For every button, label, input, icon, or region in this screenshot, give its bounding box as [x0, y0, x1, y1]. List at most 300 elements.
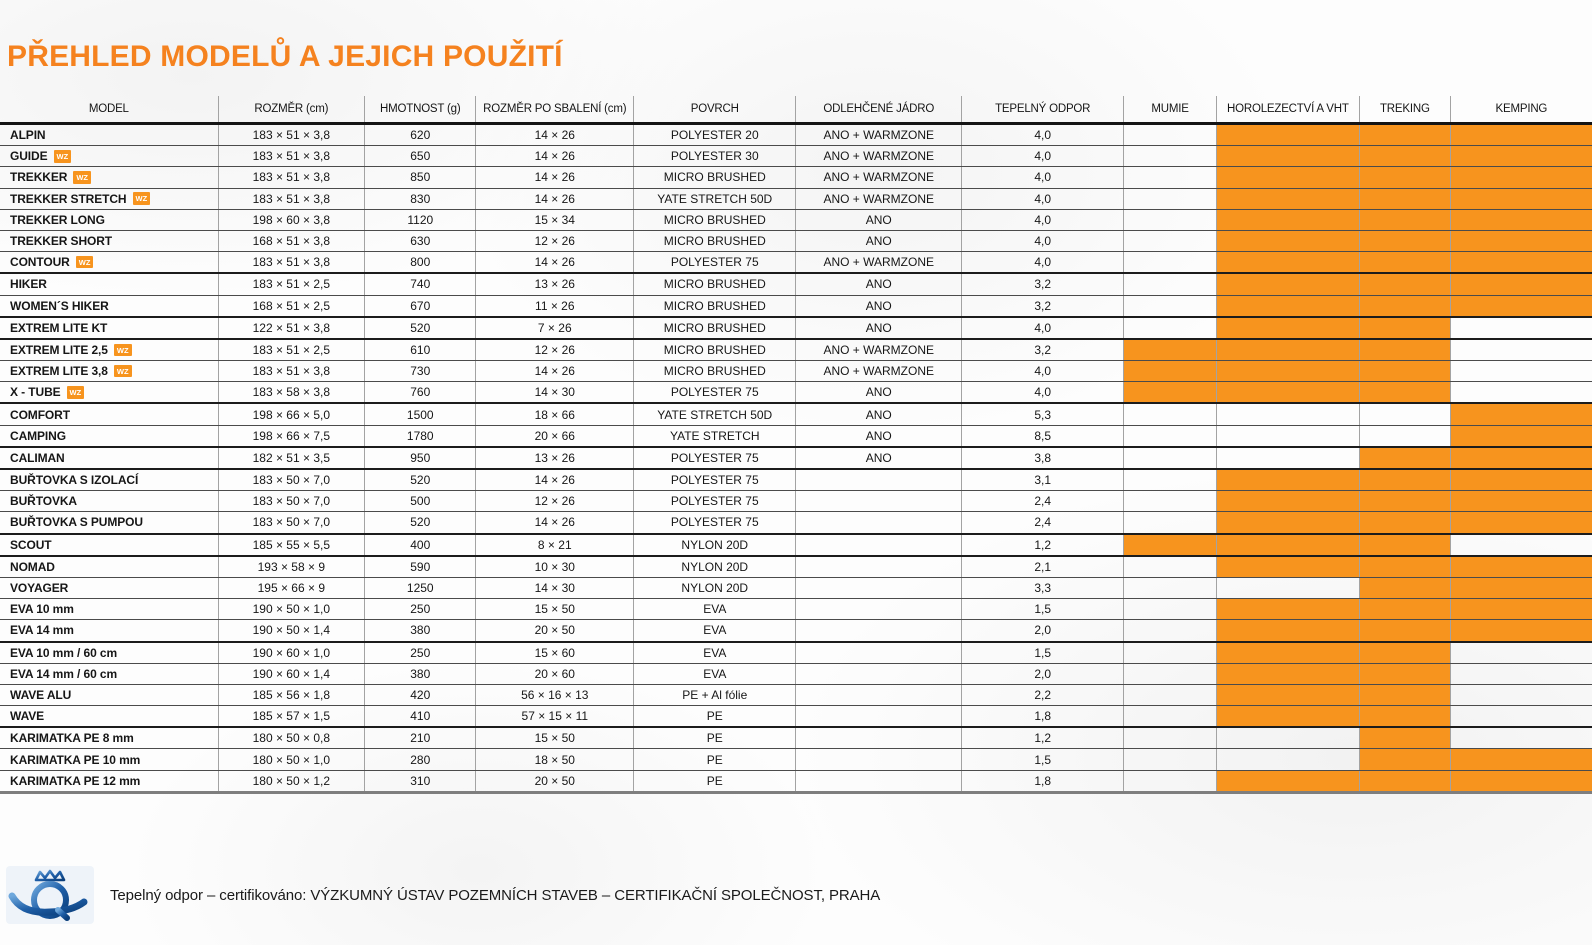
- category-treking-marked: [1359, 599, 1450, 620]
- category-kemping-marked: [1450, 188, 1592, 209]
- sbaleni-cell: 14 × 26: [476, 361, 634, 382]
- table-row: [0, 534, 1592, 556]
- hmotnost-cell: 650: [365, 146, 476, 167]
- odpor-cell: 4,0: [962, 230, 1124, 251]
- model-name: SCOUT: [10, 537, 52, 552]
- jadro-cell: [796, 770, 962, 792]
- model-name: EVA 14 mm / 60 cm: [10, 666, 118, 681]
- table-row: [0, 599, 1592, 620]
- model-cell: [0, 556, 218, 578]
- category-treking-marked: [1359, 534, 1450, 556]
- category-kemping-marked: [1450, 749, 1592, 770]
- povrch-cell: EVA: [634, 599, 796, 620]
- category-kemping-marked: [1450, 295, 1592, 317]
- category-kemping-marked: [1450, 447, 1592, 469]
- model-name: EVA 10 mm / 60 cm: [10, 645, 118, 660]
- category-mumie-marked: [1124, 382, 1216, 404]
- model-cell: [0, 749, 218, 770]
- hmotnost-cell: 850: [365, 167, 476, 188]
- category-treking-marked: [1359, 188, 1450, 209]
- povrch-cell: MICRO BRUSHED: [634, 361, 796, 382]
- category-treking-marked: [1359, 706, 1450, 728]
- jadro-cell: ANO: [796, 403, 962, 425]
- category-treking-marked: [1359, 273, 1450, 295]
- category-mumie-empty: [1124, 599, 1216, 620]
- jadro-cell: [796, 577, 962, 598]
- rozmer-cell: 183 × 51 × 3,8: [218, 252, 364, 274]
- odpor-cell: 4,0: [962, 317, 1124, 339]
- jadro-cell: [796, 512, 962, 534]
- model-name: CONTOUR: [10, 255, 70, 270]
- models-overview-table: [0, 96, 1592, 794]
- warmzone-badge: WZ: [54, 150, 72, 163]
- category-horolezectvi-marked: [1216, 663, 1359, 684]
- hmotnost-cell: 590: [365, 556, 476, 578]
- category-kemping-marked: [1450, 599, 1592, 620]
- rozmer-cell: 190 × 50 × 1,4: [218, 620, 364, 642]
- rozmer-cell: 183 × 51 × 3,8: [218, 146, 364, 167]
- category-horolezectvi-empty: [1216, 727, 1359, 749]
- page-title: PŘEHLED MODELŮ A JEJICH POUŽITÍ: [7, 40, 563, 73]
- category-horolezectvi-empty: [1216, 447, 1359, 469]
- table-row: [0, 620, 1592, 642]
- povrch-cell: PE: [634, 749, 796, 770]
- rozmer-cell: 180 × 50 × 0,8: [218, 727, 364, 749]
- odpor-cell: 4,0: [962, 167, 1124, 188]
- hmotnost-cell: 740: [365, 273, 476, 295]
- jadro-cell: ANO + WARMZONE: [796, 124, 962, 146]
- odpor-cell: 8,5: [962, 425, 1124, 447]
- odpor-cell: 1,5: [962, 642, 1124, 664]
- jadro-cell: ANO: [796, 447, 962, 469]
- model-name: TREKKER LONG: [10, 212, 105, 227]
- category-horolezectvi-marked: [1216, 599, 1359, 620]
- category-horolezectvi-marked: [1216, 273, 1359, 295]
- jadro-cell: ANO: [796, 425, 962, 447]
- sbaleni-cell: 15 × 50: [476, 727, 634, 749]
- category-mumie-empty: [1124, 749, 1216, 770]
- table-row: [0, 684, 1592, 705]
- odpor-cell: 4,0: [962, 124, 1124, 146]
- rozmer-cell: 183 × 50 × 7,0: [218, 469, 364, 491]
- category-treking-marked: [1359, 382, 1450, 404]
- column-header-7: MUMIE: [1124, 96, 1216, 124]
- model-cell: [0, 273, 218, 295]
- sbaleni-cell: 20 × 60: [476, 663, 634, 684]
- category-mumie-empty: [1124, 620, 1216, 642]
- category-treking-marked: [1359, 252, 1450, 274]
- sbaleni-cell: 15 × 60: [476, 642, 634, 664]
- table-row: [0, 556, 1592, 578]
- model-cell: [0, 642, 218, 664]
- category-horolezectvi-marked: [1216, 209, 1359, 230]
- jadro-cell: ANO + WARMZONE: [796, 146, 962, 167]
- odpor-cell: 4,0: [962, 146, 1124, 167]
- povrch-cell: MICRO BRUSHED: [634, 295, 796, 317]
- hmotnost-cell: 210: [365, 727, 476, 749]
- model-cell: [0, 167, 218, 188]
- sbaleni-cell: 7 × 26: [476, 317, 634, 339]
- category-mumie-empty: [1124, 491, 1216, 512]
- jadro-cell: ANO: [796, 273, 962, 295]
- category-mumie-empty: [1124, 273, 1216, 295]
- povrch-cell: MICRO BRUSHED: [634, 167, 796, 188]
- rozmer-cell: 198 × 60 × 3,8: [218, 209, 364, 230]
- column-header-9: TREKING: [1359, 96, 1450, 124]
- category-mumie-empty: [1124, 124, 1216, 146]
- category-kemping-empty: [1450, 663, 1592, 684]
- povrch-cell: PE: [634, 770, 796, 792]
- model-cell: [0, 339, 218, 361]
- hmotnost-cell: 380: [365, 663, 476, 684]
- category-kemping-empty: [1450, 727, 1592, 749]
- rozmer-cell: 168 × 51 × 3,8: [218, 230, 364, 251]
- category-kemping-empty: [1450, 317, 1592, 339]
- povrch-cell: MICRO BRUSHED: [634, 273, 796, 295]
- category-mumie-marked: [1124, 339, 1216, 361]
- table-row: [0, 273, 1592, 295]
- sbaleni-cell: 14 × 26: [476, 167, 634, 188]
- odpor-cell: 1,2: [962, 534, 1124, 556]
- category-treking-empty: [1359, 425, 1450, 447]
- odpor-cell: 5,3: [962, 403, 1124, 425]
- category-treking-marked: [1359, 295, 1450, 317]
- category-treking-marked: [1359, 209, 1450, 230]
- rozmer-cell: 185 × 55 × 5,5: [218, 534, 364, 556]
- table-row: [0, 382, 1592, 404]
- model-cell: [0, 295, 218, 317]
- table-row: [0, 706, 1592, 728]
- category-treking-marked: [1359, 167, 1450, 188]
- hmotnost-cell: 1780: [365, 425, 476, 447]
- hmotnost-cell: 520: [365, 317, 476, 339]
- hmotnost-cell: 670: [365, 295, 476, 317]
- model-name: BUŘTOVKA S PUMPOU: [10, 515, 143, 530]
- model-name: BUŘTOVKA: [10, 494, 77, 509]
- category-horolezectvi-marked: [1216, 706, 1359, 728]
- category-horolezectvi-marked: [1216, 339, 1359, 361]
- rozmer-cell: 198 × 66 × 5,0: [218, 403, 364, 425]
- hmotnost-cell: 380: [365, 620, 476, 642]
- jadro-cell: ANO: [796, 382, 962, 404]
- category-horolezectvi-marked: [1216, 124, 1359, 146]
- sbaleni-cell: 11 × 26: [476, 295, 634, 317]
- category-treking-marked: [1359, 620, 1450, 642]
- category-kemping-marked: [1450, 146, 1592, 167]
- odpor-cell: 1,8: [962, 770, 1124, 792]
- model-name: X - TUBE: [10, 385, 61, 400]
- category-kemping-marked: [1450, 252, 1592, 274]
- category-kemping-marked: [1450, 124, 1592, 146]
- column-header-10: KEMPING: [1450, 96, 1592, 124]
- model-cell: [0, 620, 218, 642]
- category-mumie-empty: [1124, 447, 1216, 469]
- category-mumie-empty: [1124, 577, 1216, 598]
- hmotnost-cell: 830: [365, 188, 476, 209]
- table-header: [0, 96, 1592, 124]
- rozmer-cell: 190 × 60 × 1,0: [218, 642, 364, 664]
- povrch-cell: YATE STRETCH: [634, 425, 796, 447]
- category-mumie-empty: [1124, 403, 1216, 425]
- odpor-cell: 2,0: [962, 663, 1124, 684]
- category-mumie-empty: [1124, 727, 1216, 749]
- model-name: TREKKER STRETCH: [10, 191, 127, 206]
- sbaleni-cell: 14 × 30: [476, 577, 634, 598]
- column-header-3: ROZMĚR PO SBALENÍ (cm): [476, 96, 634, 124]
- jadro-cell: [796, 556, 962, 578]
- povrch-cell: POLYESTER 75: [634, 512, 796, 534]
- hmotnost-cell: 310: [365, 770, 476, 792]
- jadro-cell: ANO + WARMZONE: [796, 361, 962, 382]
- model-cell: [0, 770, 218, 792]
- category-treking-marked: [1359, 339, 1450, 361]
- table-row: [0, 188, 1592, 209]
- table-row: [0, 230, 1592, 251]
- povrch-cell: POLYESTER 75: [634, 447, 796, 469]
- hmotnost-cell: 280: [365, 749, 476, 770]
- category-kemping-marked: [1450, 556, 1592, 578]
- table-row: [0, 469, 1592, 491]
- jadro-cell: ANO + WARMZONE: [796, 167, 962, 188]
- model-cell: [0, 706, 218, 728]
- category-horolezectvi-marked: [1216, 770, 1359, 792]
- model-name: EVA 14 mm: [10, 623, 74, 638]
- sbaleni-cell: 20 × 66: [476, 425, 634, 447]
- column-header-4: POVRCH: [634, 96, 796, 124]
- model-name: KARIMATKA PE 10 mm: [10, 752, 141, 767]
- category-horolezectvi-marked: [1216, 684, 1359, 705]
- category-mumie-marked: [1124, 361, 1216, 382]
- category-mumie-empty: [1124, 642, 1216, 664]
- model-cell: [0, 599, 218, 620]
- povrch-cell: EVA: [634, 663, 796, 684]
- sbaleni-cell: 13 × 26: [476, 447, 634, 469]
- povrch-cell: POLYESTER 30: [634, 146, 796, 167]
- column-header-0: MODEL: [0, 96, 218, 124]
- model-name: TREKKER: [10, 170, 68, 185]
- model-cell: [0, 124, 218, 146]
- povrch-cell: NYLON 20D: [634, 577, 796, 598]
- hmotnost-cell: 410: [365, 706, 476, 728]
- model-cell: [0, 425, 218, 447]
- rozmer-cell: 182 × 51 × 3,5: [218, 447, 364, 469]
- hmotnost-cell: 250: [365, 642, 476, 664]
- hmotnost-cell: 800: [365, 252, 476, 274]
- category-kemping-empty: [1450, 534, 1592, 556]
- sbaleni-cell: 12 × 26: [476, 230, 634, 251]
- jadro-cell: [796, 534, 962, 556]
- rozmer-cell: 183 × 51 × 2,5: [218, 339, 364, 361]
- category-treking-marked: [1359, 770, 1450, 792]
- model-name: HIKER: [10, 277, 47, 292]
- category-horolezectvi-marked: [1216, 491, 1359, 512]
- odpor-cell: 2,0: [962, 620, 1124, 642]
- column-header-5: ODLEHČENÉ JÁDRO: [796, 96, 962, 124]
- table-header-row: [0, 96, 1592, 124]
- model-cell: [0, 447, 218, 469]
- category-horolezectvi-marked: [1216, 252, 1359, 274]
- category-mumie-empty: [1124, 706, 1216, 728]
- category-treking-marked: [1359, 727, 1450, 749]
- odpor-cell: 2,1: [962, 556, 1124, 578]
- category-horolezectvi-marked: [1216, 512, 1359, 534]
- category-horolezectvi-marked: [1216, 230, 1359, 251]
- jadro-cell: [796, 706, 962, 728]
- sbaleni-cell: 13 × 26: [476, 273, 634, 295]
- rozmer-cell: 183 × 58 × 3,8: [218, 382, 364, 404]
- odpor-cell: 3,2: [962, 295, 1124, 317]
- povrch-cell: POLYESTER 20: [634, 124, 796, 146]
- category-mumie-empty: [1124, 188, 1216, 209]
- model-cell: [0, 663, 218, 684]
- povrch-cell: EVA: [634, 620, 796, 642]
- category-treking-marked: [1359, 512, 1450, 534]
- hmotnost-cell: 630: [365, 230, 476, 251]
- model-name: TREKKER SHORT: [10, 234, 113, 249]
- rozmer-cell: 183 × 51 × 3,8: [218, 124, 364, 146]
- jadro-cell: ANO: [796, 295, 962, 317]
- column-header-2: HMOTNOST (g): [365, 96, 476, 124]
- category-horolezectvi-marked: [1216, 317, 1359, 339]
- table-row: [0, 339, 1592, 361]
- model-cell: [0, 361, 218, 382]
- hmotnost-cell: 1500: [365, 403, 476, 425]
- odpor-cell: 1,2: [962, 727, 1124, 749]
- category-treking-marked: [1359, 556, 1450, 578]
- certification-note: Tepelný odpor – certifikováno: VÝZKUMNÝ ÚSTAV POZEMNÍCH STAVEB – CERTIFIKAČNÍ SPOLEČNOST, PRAHA: [110, 886, 881, 904]
- odpor-cell: 2,4: [962, 512, 1124, 534]
- jadro-cell: [796, 491, 962, 512]
- category-kemping-marked: [1450, 167, 1592, 188]
- table-row: [0, 491, 1592, 512]
- sbaleni-cell: 14 × 26: [476, 146, 634, 167]
- odpor-cell: 4,0: [962, 252, 1124, 274]
- table-row: [0, 167, 1592, 188]
- table-row: [0, 146, 1592, 167]
- warmzone-badge: WZ: [73, 171, 91, 184]
- jadro-cell: [796, 663, 962, 684]
- column-header-6: TEPELNÝ ODPOR: [962, 96, 1124, 124]
- povrch-cell: PE: [634, 706, 796, 728]
- category-treking-marked: [1359, 642, 1450, 664]
- hmotnost-cell: 730: [365, 361, 476, 382]
- model-name: EXTREM LITE 2,5: [10, 342, 108, 357]
- category-mumie-empty: [1124, 469, 1216, 491]
- category-kemping-marked: [1450, 577, 1592, 598]
- table-row: [0, 425, 1592, 447]
- category-mumie-empty: [1124, 230, 1216, 251]
- category-horolezectvi-marked: [1216, 642, 1359, 664]
- model-cell: [0, 534, 218, 556]
- category-treking-marked: [1359, 447, 1450, 469]
- model-cell: [0, 577, 218, 598]
- odpor-cell: 4,0: [962, 361, 1124, 382]
- hmotnost-cell: 520: [365, 512, 476, 534]
- column-header-1: ROZMĚR (cm): [218, 96, 364, 124]
- model-cell: [0, 230, 218, 251]
- table-row: [0, 361, 1592, 382]
- rozmer-cell: 168 × 51 × 2,5: [218, 295, 364, 317]
- category-kemping-marked: [1450, 273, 1592, 295]
- category-treking-marked: [1359, 663, 1450, 684]
- odpor-cell: 4,0: [962, 209, 1124, 230]
- sbaleni-cell: 14 × 30: [476, 382, 634, 404]
- sbaleni-cell: 12 × 26: [476, 491, 634, 512]
- sbaleni-cell: 12 × 26: [476, 339, 634, 361]
- table-row: [0, 295, 1592, 317]
- povrch-cell: NYLON 20D: [634, 556, 796, 578]
- model-cell: [0, 209, 218, 230]
- model-name: NOMAD: [10, 559, 55, 574]
- sbaleni-cell: 14 × 26: [476, 188, 634, 209]
- category-mumie-empty: [1124, 295, 1216, 317]
- povrch-cell: MICRO BRUSHED: [634, 317, 796, 339]
- table-row: [0, 749, 1592, 770]
- jadro-cell: [796, 642, 962, 664]
- jadro-cell: [796, 749, 962, 770]
- rozmer-cell: 183 × 51 × 3,8: [218, 167, 364, 188]
- category-treking-marked: [1359, 749, 1450, 770]
- category-mumie-empty: [1124, 209, 1216, 230]
- category-kemping-marked: [1450, 469, 1592, 491]
- category-mumie-empty: [1124, 663, 1216, 684]
- category-kemping-marked: [1450, 425, 1592, 447]
- category-kemping-marked: [1450, 770, 1592, 792]
- rozmer-cell: 183 × 50 × 7,0: [218, 512, 364, 534]
- odpor-cell: 3,2: [962, 273, 1124, 295]
- table-row: [0, 317, 1592, 339]
- category-kemping-empty: [1450, 706, 1592, 728]
- model-name: BUŘTOVKA S IZOLACÍ: [10, 473, 139, 488]
- rozmer-cell: 198 × 66 × 7,5: [218, 425, 364, 447]
- category-treking-marked: [1359, 577, 1450, 598]
- certification-stamp-logo: [6, 866, 94, 924]
- model-name: EVA 10 mm: [10, 602, 74, 617]
- category-mumie-empty: [1124, 684, 1216, 705]
- warmzone-badge: WZ: [76, 256, 94, 269]
- jadro-cell: [796, 727, 962, 749]
- sbaleni-cell: 20 × 50: [476, 770, 634, 792]
- rozmer-cell: 183 × 51 × 3,8: [218, 188, 364, 209]
- sbaleni-cell: 18 × 66: [476, 403, 634, 425]
- model-cell: [0, 512, 218, 534]
- category-kemping-marked: [1450, 491, 1592, 512]
- rozmer-cell: 180 × 50 × 1,2: [218, 770, 364, 792]
- warmzone-badge: WZ: [133, 192, 151, 205]
- odpor-cell: 3,8: [962, 447, 1124, 469]
- model-name: ALPIN: [10, 128, 46, 143]
- jadro-cell: ANO: [796, 317, 962, 339]
- table-row: [0, 512, 1592, 534]
- table-row: [0, 252, 1592, 274]
- povrch-cell: YATE STRETCH 50D: [634, 403, 796, 425]
- sbaleni-cell: 10 × 30: [476, 556, 634, 578]
- category-horolezectvi-empty: [1216, 749, 1359, 770]
- povrch-cell: EVA: [634, 642, 796, 664]
- column-header-8: HOROLEZECTVÍ A VHT: [1216, 96, 1359, 124]
- category-mumie-empty: [1124, 317, 1216, 339]
- warmzone-badge: WZ: [67, 386, 85, 399]
- rozmer-cell: 180 × 50 × 1,0: [218, 749, 364, 770]
- odpor-cell: 2,4: [962, 491, 1124, 512]
- odpor-cell: 1,5: [962, 599, 1124, 620]
- model-name: GUIDE: [10, 149, 48, 164]
- model-name: KARIMATKA PE 8 mm: [10, 731, 134, 746]
- category-horolezectvi-marked: [1216, 167, 1359, 188]
- odpor-cell: 1,8: [962, 706, 1124, 728]
- hmotnost-cell: 950: [365, 447, 476, 469]
- hmotnost-cell: 760: [365, 382, 476, 404]
